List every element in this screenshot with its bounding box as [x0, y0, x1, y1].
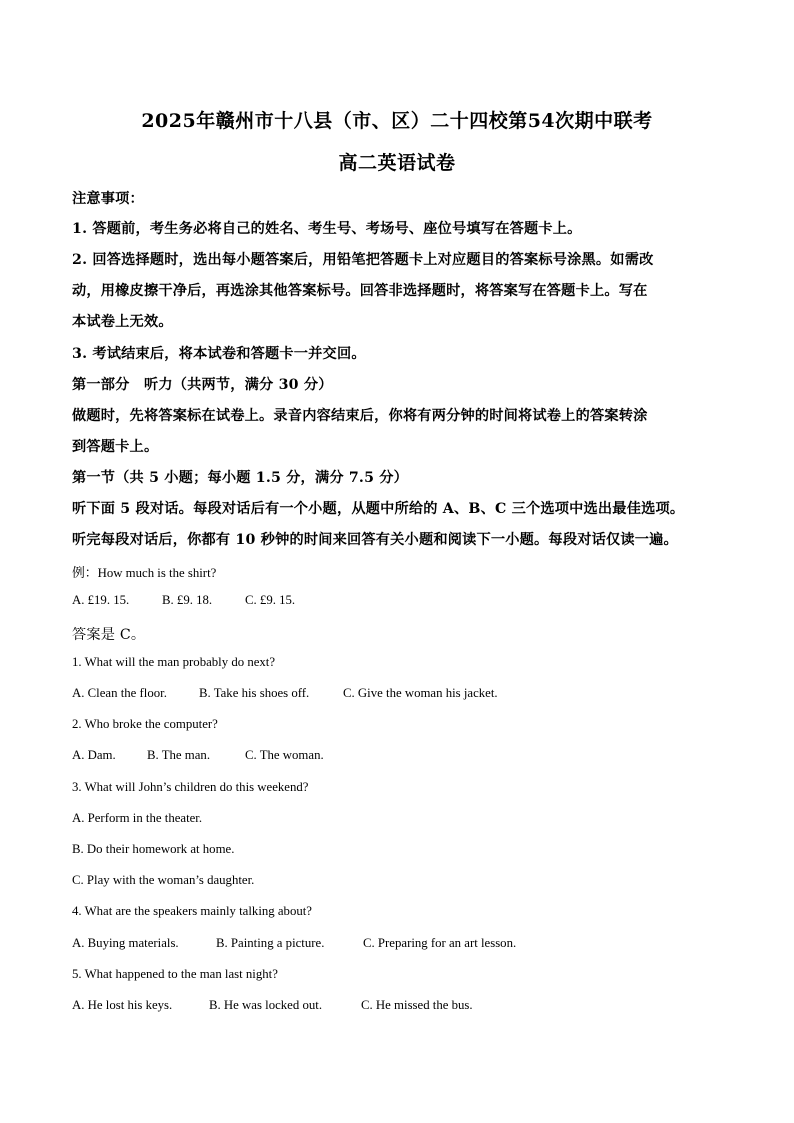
notes-item-3: 3. 考试结束后，将本试卷和答题卡一并交回。 [72, 346, 366, 362]
q5-option-c: C. He missed the bus. [361, 998, 473, 1012]
q1-option-a: A. Clean the floor. [72, 686, 167, 700]
exam-subtitle: 高二英语试卷 [338, 152, 456, 174]
part1-heading: 第一部分 听力（共两节，满分 30 分） [72, 377, 333, 393]
notes-item-2-line-2: 动，用橡皮擦干净后，再选涂其他答案标号。回答非选择题时，将答案写在答题卡上。写在 [72, 283, 648, 299]
q2-option-b: B. The man. [147, 748, 211, 762]
section1-heading: 第一节（共 5 小题；每小题 1.5 分，满分 7.5 分） [72, 470, 409, 486]
part1-intro-line-1: 做题时，先将答案标在试卷上。录音内容结束后，你将有两分钟的时间将试卷上的答案转涂 [72, 408, 648, 424]
question-1: 1. What will the man probably do next? [72, 655, 276, 669]
notes-item-2-line-3: 本试卷上无效。 [72, 314, 173, 330]
q1-option-c: C. Give the woman his jacket. [343, 686, 498, 700]
example-answer: 答案是 C。 [72, 627, 146, 643]
q4-option-a: A. Buying materials. [72, 936, 179, 950]
q4-option-c: C. Preparing for an art lesson. [363, 936, 517, 950]
q4-option-b: B. Painting a picture. [216, 936, 325, 950]
example-options [72, 593, 295, 608]
example-option-a: A. £19. 15. [72, 593, 130, 607]
question-5: 5. What happened to the man last night? [72, 967, 278, 981]
example-option-c: C. £9. 15. [245, 593, 296, 607]
notes-item-1: 1. 答题前，考生务必将自己的姓名、考生号、考场号、座位号填写在答题卡上。 [72, 221, 582, 237]
question-4-options [72, 936, 516, 951]
question-2: 2. Who broke the computer? [72, 717, 218, 731]
example-option-b: B. £9. 18. [162, 593, 213, 607]
example-question: 例：How much is the shirt? [72, 566, 217, 580]
question-3: 3. What will John’s children do this weekend? [72, 780, 309, 794]
section1-intro-line-2: 听完每段对话后，你都有 10 秒钟的时间来回答有关小题和阅读下一小题。每段对话仅读一遍。 [72, 532, 678, 548]
part1-intro-line-2: 到答题卡上。 [72, 439, 159, 455]
question-5-options [72, 998, 473, 1013]
question-2-options [72, 748, 324, 763]
q5-option-a: A. He lost his keys. [72, 998, 173, 1012]
q2-option-c: C. The woman. [245, 748, 324, 762]
question-1-options [72, 686, 498, 701]
exam-title: 2025年赣州市十八县（市、区）二十四校第54次期中联考 [141, 110, 653, 132]
q3-option-b: B. Do their homework at home. [72, 842, 235, 856]
q5-option-b: B. He was locked out. [209, 998, 323, 1012]
notes-item-2-line-1: 2. 回答选择题时，选出每小题答案后，用铅笔把答题卡上对应题目的答案标号涂黑。如需改 [72, 252, 654, 268]
section1-intro-line-1: 听下面 5 段对话。每段对话后有一个小题，从题中所给的 A、B、C 三个选项中选出最佳选项。 [72, 501, 685, 517]
question-4: 4. What are the speakers mainly talking about? [72, 904, 312, 918]
q2-option-a: A. Dam. [72, 748, 116, 762]
q3-option-c: C. Play with the woman’s daughter. [72, 873, 255, 887]
q1-option-b: B. Take his shoes off. [199, 686, 310, 700]
notes-heading: 注意事项： [72, 191, 144, 207]
q3-option-a: A. Perform in the theater. [72, 811, 203, 825]
